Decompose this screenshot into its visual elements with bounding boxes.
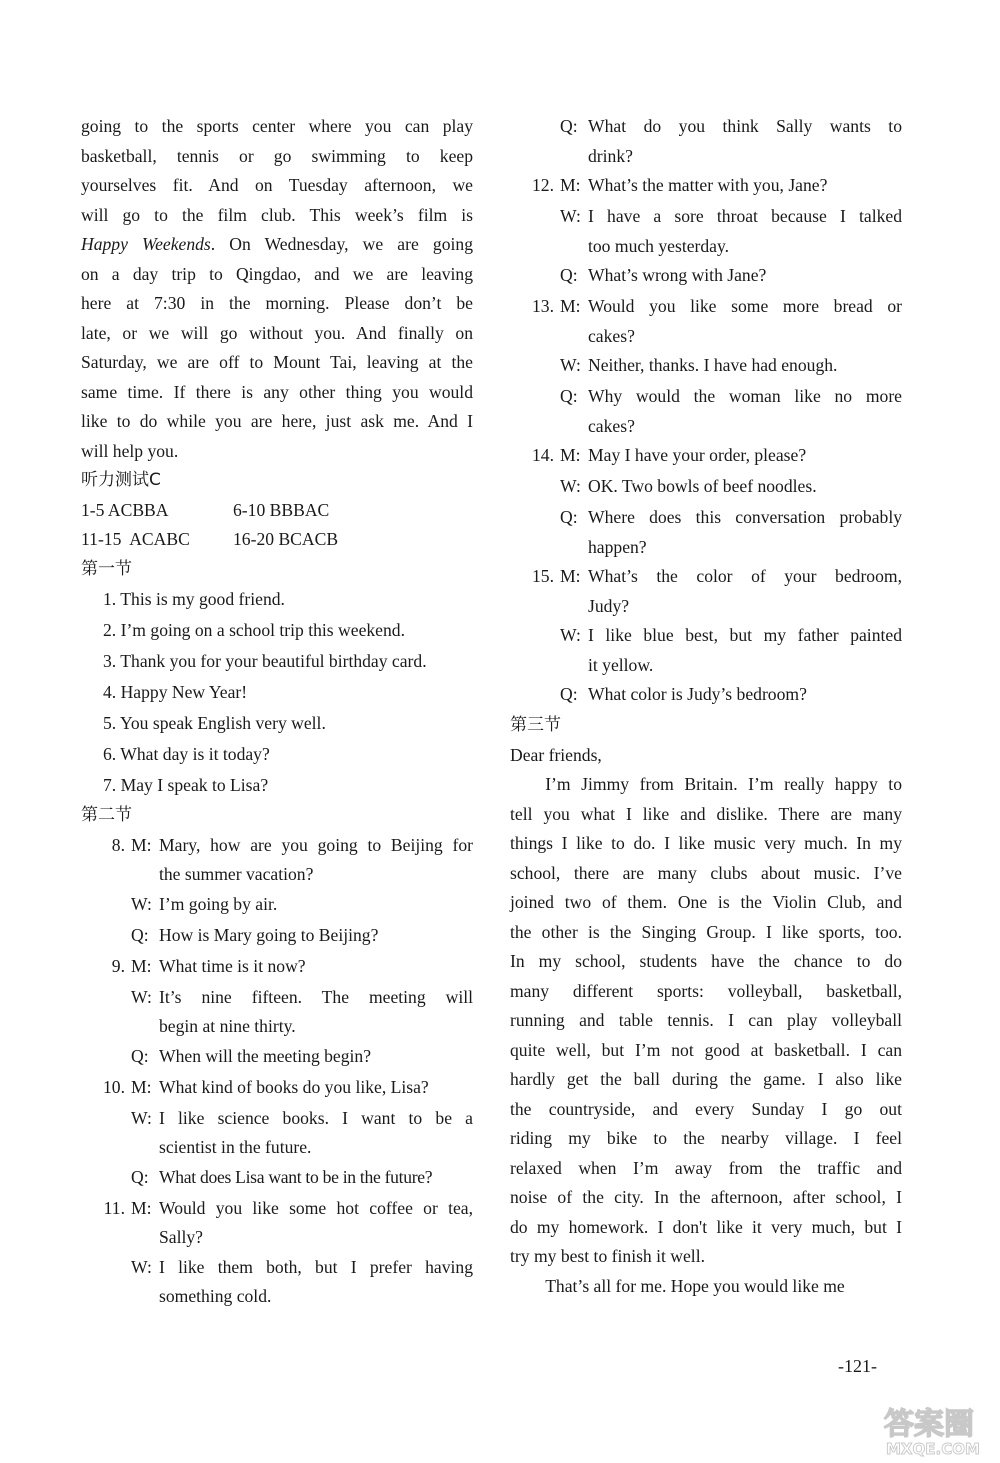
dialogue-number: 15. [532,566,554,586]
speaker-label: M: [560,175,581,195]
dialogue-text [159,1253,473,1312]
dialogue-text [588,202,902,261]
text-line: joined two of them. One is the Violin Club, and [510,892,902,912]
text-line: school, there are many clubs about music. I’ve [510,862,902,883]
speaker-label: W: [131,1107,152,1128]
dialogue-text: What’s wrong with Jane? [588,265,767,285]
speaker-label: Q: [131,1166,149,1187]
text-line: yourselves fit. And on Tuesday afternoon, we [81,175,473,195]
speaker-label: W: [560,625,581,645]
letter-salutation: Dear friends, [510,744,602,765]
section-3-heading: 第三节 [510,715,561,735]
dialogue-text [159,1194,473,1253]
text-line: same time. If there is any other thing you would [81,381,473,402]
speaker-label: Q: [560,684,578,704]
dialogue-number: 10. [103,1076,125,1097]
text-line: Would you like some more bread or [588,296,902,316]
dialogue-number: 13. [532,296,554,316]
text-line: It’s nine fifteen. The meeting will [159,986,473,1007]
dialogue-number: 9. [111,955,125,976]
dialogue-10-man [81,1073,473,1104]
speaker-label: M: [131,1076,152,1097]
film-title: Happy Weekends [81,234,211,254]
dialogue-text [588,292,902,351]
dialogue-9-woman [81,983,473,1042]
dialogue-10-question [81,1163,473,1194]
dialogue-text: OK. Two bowls of beef noodles. [588,476,817,496]
dialogue-11-man [81,1194,473,1253]
text-line: the other is the Singing Group. I like sports, too. [510,921,902,942]
dialogue-11-question [510,112,902,171]
dialogue-text [588,112,902,171]
text-line: I like them both, but I prefer having [159,1256,473,1277]
text-line: I like blue best, but my father painted [588,625,902,645]
dialogue-8-question [81,921,473,952]
text-line: late, or we will go without you. And finally on [81,322,473,343]
text-line: riding my bike to the nearby village. I feel [510,1128,902,1148]
speaker-label: W: [560,355,581,375]
sentence-item: 5. You speak English very well. [103,713,326,733]
text-line: tell you what I like and dislike. There are many [510,803,902,824]
speaker-label: M: [131,955,152,976]
text-line: going to the sports center where you can play [81,116,473,136]
speaker-label: Q: [131,1045,149,1066]
speaker-label: W: [560,476,581,496]
page-number: -121- [838,1356,877,1376]
sentence-item: 6. What day is it today? [103,744,270,764]
text-line: on a day trip to Qingdao, and we are leaving [81,263,473,284]
answer-group: 16-20 BCACB [233,529,339,549]
speaker-label: M: [560,296,581,316]
speaker-label: M: [131,834,152,855]
dialogue-13-question [510,382,902,441]
dialogue-11-woman [81,1253,473,1312]
dialogue-13-man [510,292,902,351]
dialogue-8-man [81,831,473,890]
text-line: Sally? [159,1227,203,1247]
dialogue-text [588,621,902,680]
text-line: Why would the woman like no more [588,386,902,406]
right-column [510,112,902,1301]
dialogue-text: When will the meeting begin? [159,1045,372,1066]
text-line: cakes? [588,415,635,436]
dialogue-number: 14. [532,445,554,465]
text-line: running and table tennis. I can play volleyball [510,1010,902,1030]
speaker-label: Q: [131,924,149,945]
speaker-label: Q: [560,265,578,285]
text-line: Where does this conversation probably [588,507,902,527]
text-line: here at 7:30 in the morning. Please don’t be [81,293,473,313]
text-line: I’m Jimmy from Britain. I’m really happy to [545,774,902,794]
sentence-item: 4. Happy New Year! [103,682,248,702]
dialogue-text [588,382,902,441]
watermark-logo [880,1400,995,1458]
text-line: something cold. [159,1286,272,1306]
dialogue-text: What time is it now? [159,955,306,976]
dialogue-14-man [510,441,902,472]
speaker-label: W: [131,986,152,1007]
speaker-label: W: [131,1256,152,1277]
text-line: things I like to do. I like music very much. In my [510,833,902,853]
text-line: drink? [588,145,633,166]
dialogue-text [159,1104,473,1163]
dialogue-text: Neither, thanks. I have had enough. [588,355,838,375]
text-line: Saturday, we are off to Mount Tai, leaving at the [81,352,473,372]
dialogue-text: What kind of books do you like, Lisa? [159,1076,429,1097]
dialogue-text: May I have your order, please? [588,445,807,465]
text-line: I like science books. I want to be a [159,1107,473,1128]
watermark-url: MXQE.COM [886,1440,980,1458]
text-line: noise of the city. In the afternoon, after school, I [510,1187,902,1207]
dialogue-text [588,503,902,562]
text-line: cakes? [588,325,635,346]
section-2-heading: 第二节 [81,805,132,825]
answer-group: 11-15 ACABC [81,529,190,549]
text-line [81,230,473,260]
dialogue-14-woman [510,472,902,503]
text-line: What do you think Sally wants to [588,116,902,136]
sentence-item: 2. I’m going on a school trip this weekend. [103,620,405,640]
sentence-item: 3. Thank you for your beautiful birthday card. [103,651,427,671]
answer-group: 1-5 ACBBA [81,499,169,520]
text-line: quite well, but I’m not good at basketball. I can [510,1039,902,1060]
text-line: happen? [588,536,647,557]
text-line: I have a sore throat because I talked [588,206,902,226]
text-line: like to do while you are here, just ask me. And I [81,411,473,431]
answer-row [81,496,473,526]
speaker-label: M: [560,566,581,586]
text-line: basketball, tennis or go swimming to keep [81,145,473,166]
dialogue-number: 8. [111,834,125,855]
dialogue-8-woman [81,890,473,921]
section-1-heading: 第一节 [81,558,132,579]
dialogue-text [159,831,473,890]
dialogue-12-question [510,261,902,292]
speaker-label: W: [560,206,581,226]
dialogue-text: I’m going by air. [159,893,278,914]
answer-group: 6-10 BBBAC [233,499,330,520]
text-line: relaxed when I’m away from the traffic and [510,1157,902,1178]
dialogue-text [159,983,473,1042]
text-line: many different sports: volleyball, basketball, [510,980,902,1001]
dialogue-12-man [510,171,902,202]
text-line: will help you. [81,440,179,461]
dialogue-number: 11. [103,1197,125,1218]
sentence-item: 1. This is my good friend. [103,589,285,609]
text-line: In my school, students have the chance to do [510,951,902,971]
text-line: it yellow. [588,654,654,675]
left-column [81,112,473,1312]
text-line: the countryside, and every Sunday I go out [510,1098,902,1119]
text-line: scientist in the future. [159,1137,312,1157]
announcement-paragraph [81,112,473,466]
dialogue-number: 12. [532,175,554,195]
answer-row [81,525,473,555]
dialogue-13-woman [510,351,902,382]
dialogue-text: What does Lisa want to be in the future? [159,1166,433,1187]
dialogue-12-woman [510,202,902,261]
text-line: Mary, how are you going to Beijing for [159,834,473,855]
dialogue-text: What color is Judy’s bedroom? [588,684,807,704]
dialogue-text [588,562,902,621]
text-fragment: . On Wednesday, we are going [210,234,473,254]
speaker-label: M: [131,1197,152,1218]
dialogue-14-question [510,503,902,562]
watermark-text: 答案圈 [884,1407,974,1442]
text-line: That’s all for me. Hope you would like me [545,1275,845,1296]
dialogue-10-woman [81,1104,473,1163]
sentence-item: 7. May I speak to Lisa? [103,775,269,795]
speaker-label: Q: [560,116,578,136]
text-line: try my best to finish it well. [510,1246,705,1266]
text-line: hardly get the ball during the game. I also like [510,1069,902,1089]
dialogue-15-question [510,680,902,711]
text-line: do my homework. I don't like it very much, but I [510,1216,902,1237]
speaker-label: Q: [560,507,578,527]
dialogue-9-man [81,952,473,983]
test-heading: 听力测试C [81,470,161,490]
speaker-label: W: [131,893,152,914]
letter-body [510,770,902,1301]
text-line: What’s the color of your bedroom, [588,566,902,586]
text-line: too much yesterday. [588,235,730,256]
dialogue-15-woman [510,621,902,680]
text-line: will go to the film club. This week’s film is [81,204,473,225]
dialogue-15-man [510,562,902,621]
dialogue-text: What’s the matter with you, Jane? [588,175,828,195]
dialogue-text: How is Mary going to Beijing? [159,924,379,945]
text-line: the summer vacation? [159,864,314,884]
text-line: begin at nine thirty. [159,1016,296,1036]
text-line: Judy? [588,595,630,616]
text-line: Would you like some hot coffee or tea, [159,1197,473,1218]
speaker-label: Q: [560,386,578,406]
speaker-label: M: [560,445,581,465]
dialogue-9-question [81,1042,473,1073]
